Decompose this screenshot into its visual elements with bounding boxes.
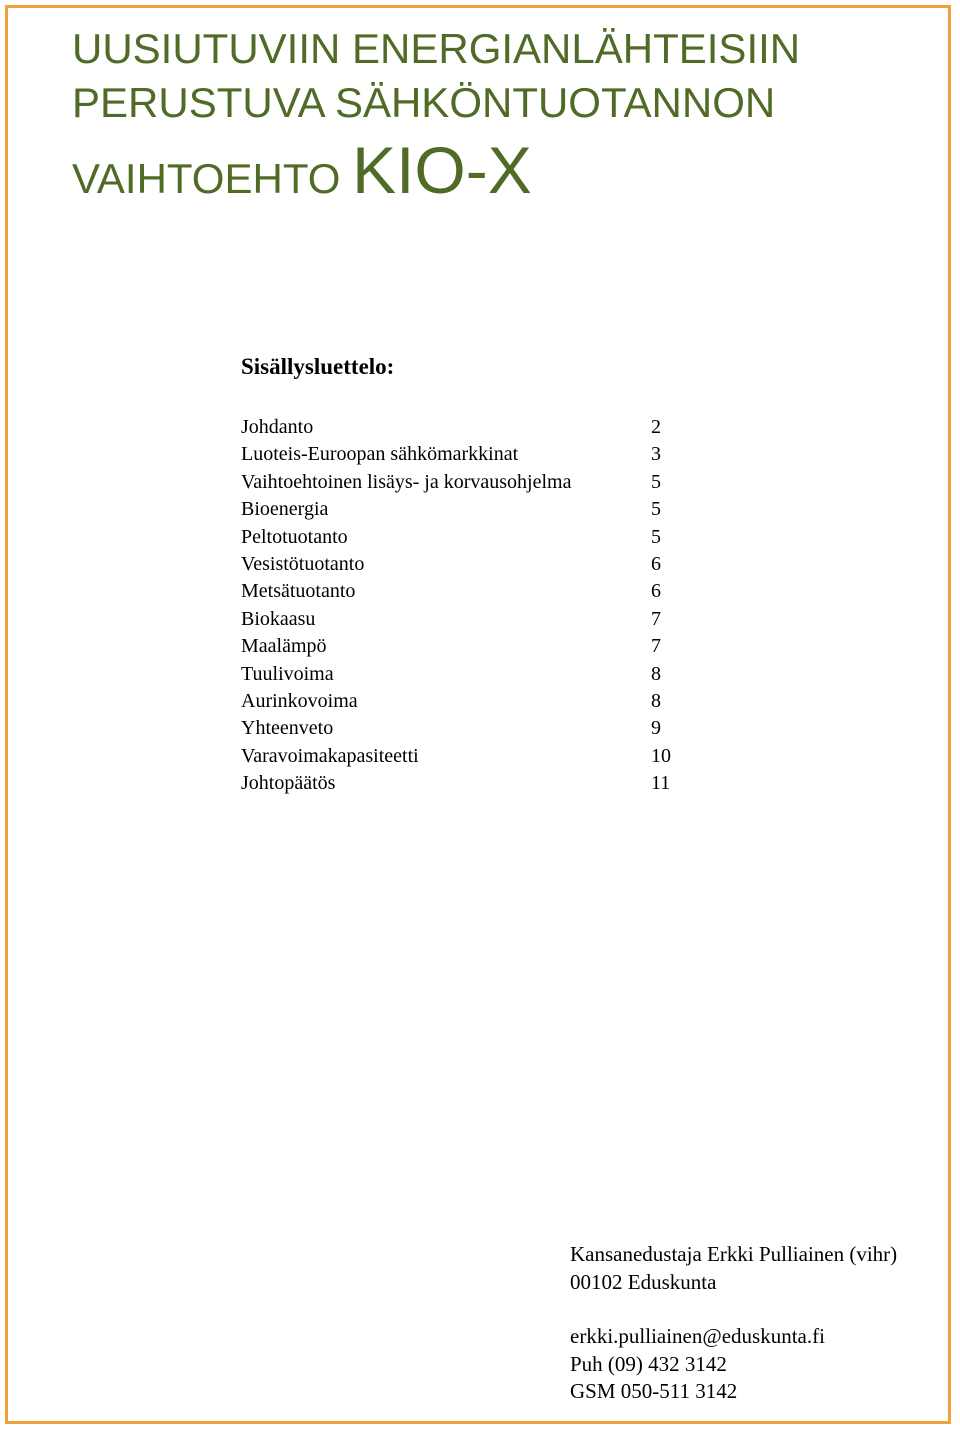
title-line-1: UUSIUTUVIIN ENERGIANLÄHTEISIIN: [72, 25, 801, 72]
toc-item: [241, 770, 681, 797]
toc-item: [241, 633, 681, 660]
toc-item-label: Yhteenveto: [241, 717, 334, 740]
toc-list: [241, 414, 681, 797]
toc-item: [241, 441, 681, 468]
contact-address: 00102 Eduskunta: [570, 1269, 717, 1294]
toc-item: [241, 606, 681, 633]
contact-gsm: GSM 050-511 3142: [570, 1379, 738, 1403]
toc-item-label: Vaihtoehtoinen lisäys- ja korvausohjelma: [241, 470, 572, 493]
toc-item-page: 8: [651, 689, 661, 712]
toc-item-page: 7: [651, 607, 661, 630]
toc-item: [241, 551, 681, 578]
contact-phone: Puh (09) 432 3142: [570, 1351, 727, 1376]
toc-item: [241, 578, 681, 605]
contact-email: erkki.pulliainen@eduskunta.fi: [570, 1324, 825, 1348]
toc-item: [241, 414, 681, 441]
toc-item-page: 10: [651, 744, 671, 767]
toc-item-label: Vesistötuotanto: [241, 552, 365, 575]
toc-item-label: Peltotuotanto: [241, 525, 348, 548]
toc-item-page: 6: [651, 552, 661, 575]
toc-item-label: Maalämpö: [241, 635, 327, 658]
toc-item: [241, 743, 681, 770]
toc-item: [241, 469, 681, 496]
toc-item-page: 2: [651, 416, 661, 438]
toc-item: [241, 661, 681, 688]
contact-name: Kansanedustaja Erkki Pulliainen (vihr): [570, 1242, 898, 1266]
toc-item-label: Bioenergia: [241, 498, 329, 521]
toc-heading: Sisällysluettelo:: [241, 354, 395, 379]
toc-item-label: Biokaasu: [241, 607, 316, 630]
toc-item-label: Aurinkovoima: [241, 689, 358, 712]
document-title: [72, 22, 800, 206]
toc-item-page: 6: [651, 580, 661, 603]
title-line-3-code: KIO-X: [352, 133, 532, 207]
toc-item-label: Varavoimakapasiteetti: [241, 744, 419, 767]
toc-item-page: 8: [651, 662, 661, 685]
toc-item-label: Metsätuotanto: [241, 580, 356, 603]
toc-item: [241, 688, 681, 715]
contact-block: [570, 1241, 897, 1406]
toc-item-page: 5: [651, 498, 661, 521]
toc-item-page: 5: [651, 525, 661, 548]
title-line-2: PERUSTUVA SÄHKÖNTUOTANNON: [72, 79, 776, 126]
toc-item-label: Luoteis-Euroopan sähkömarkkinat: [241, 443, 519, 466]
title-line-3: [72, 134, 800, 206]
toc-item-label: Johtopäätös: [241, 772, 336, 795]
toc-item-page: 3: [651, 443, 661, 466]
table-of-contents: [241, 352, 681, 797]
toc-item-label: Johdanto: [241, 416, 314, 438]
toc-item-label: Tuulivoima: [241, 662, 334, 685]
contact-spacer: [570, 1296, 897, 1323]
toc-item-page: 11: [651, 772, 671, 795]
toc-item-page: 7: [651, 635, 661, 658]
toc-item: [241, 715, 681, 742]
title-line-3-prefix: VAIHTOEHTO: [72, 155, 353, 202]
toc-item-page: 9: [651, 717, 661, 740]
toc-item: [241, 496, 681, 523]
toc-item: [241, 524, 681, 551]
toc-item-page: 5: [651, 470, 661, 493]
